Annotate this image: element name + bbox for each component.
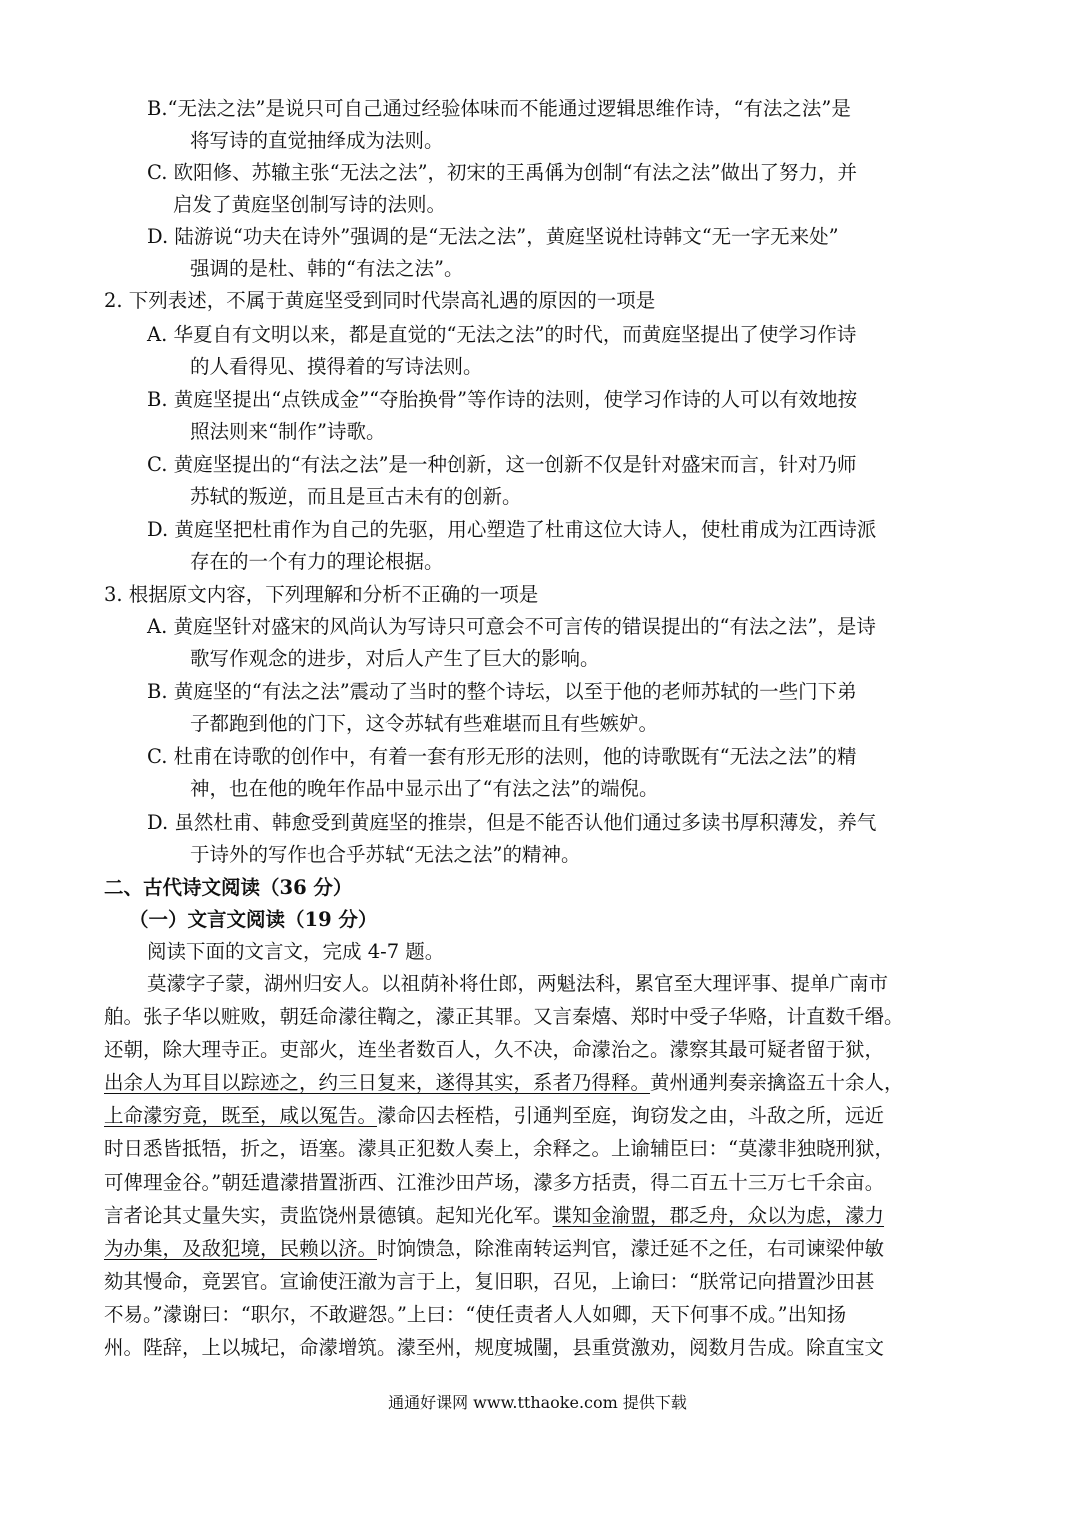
text-line: 存在的一个有力的理论根据。 [190, 550, 444, 573]
text-line: 启发了黄庭坚创制写诗的法则。 [173, 193, 447, 216]
text-line [0, 1199, 1075, 1232]
text-line: 于诗外的写作也合乎苏轼“无法之法”的精神。 [190, 843, 581, 866]
text-line: 神，也在他的晚年作品中显示出了“有法之法”的端倪。 [190, 777, 659, 800]
text-segment: 黄州通判奏亲擒盗五十余人， [650, 1071, 904, 1094]
text-line: C. 杜甫在诗歌的创作中，有着一套有形无形的法则，他的诗歌既有“无法之法”的精 [147, 745, 857, 768]
text-line: 时日悉皆抵牾，折之，语塞。濛具正犯数人奏上，余释之。上谕辅臣曰：“莫濛非独晓刑狱， [104, 1137, 894, 1160]
text-segment: 言者论其丈量失实，责监饶州景德镇。起知光化军。 [104, 1204, 553, 1227]
text-line: 照法则来“制作”诗歌。 [190, 420, 386, 443]
text-line: 3. 根据原文内容，下列理解和分析不正确的一项是 [104, 583, 539, 606]
text-line [0, 1232, 1075, 1265]
text-line [0, 1099, 1075, 1132]
text-line: 的人看得见、摸得着的写诗法则。 [190, 355, 483, 378]
text-line: 阅读下面的文言文，完成 4-7 题。 [147, 940, 445, 963]
section-heading: 二、古代诗文阅读（36 分） [104, 876, 353, 899]
text-line: 2. 下列表述，不属于黄庭坚受到同时代崇高礼遇的原因的一项是 [104, 289, 656, 312]
underlined-sentence: 出余人为耳目以踪迹之，约三日复来，遂得其实，系者乃得释。 [104, 1071, 651, 1094]
underlined-sentence: 为办集，及敌犯境，民赖以济。 [104, 1237, 378, 1260]
text-line: B. 黄庭坚提出“点铁成金”“夺胎换骨”等作诗的法则，使学习作诗的人可以有效地按 [147, 388, 858, 411]
section-heading: （一）文言文阅读（19 分） [129, 908, 378, 931]
text-line: D. 陆游说“功夫在诗外”强调的是“无法之法”，黄庭坚说杜诗韩文“无一字无来处” [147, 225, 839, 248]
text-line [0, 1066, 1075, 1099]
text-line: 州。陛辞，上以城圮，命濛增筑。濛至州，规度城闉，县重赏激劝，阅数月告成。除直宝文 [104, 1336, 885, 1359]
underlined-sentence: 谍知金渝盟，郡乏舟，众以为虑，濛力 [552, 1204, 885, 1227]
text-line: C. 欧阳修、苏辙主张“无法之法”，初宋的王禹偁为创制“有法之法”做出了努力，并 [147, 161, 857, 184]
text-line: 可俾理金谷。”朝廷遣濛措置浙西、江淮沙田芦场，濛多方括责，得二百五十三万七千余亩。 [104, 1171, 885, 1194]
text-line: 还朝，除大理寺正。吏部火，连坐者数百人，久不决，命濛治之。濛察其最可疑者留于狱， [104, 1038, 885, 1061]
text-line: 不易。”濛谢曰：“职尔，不敢避怨。”上曰：“使任责者人人如卿，天下何事不成。”出知扬 [104, 1303, 847, 1326]
text-line: A. 黄庭坚针对盛宋的风尚认为写诗只可意会不可言传的错误提出的“有法之法”，是诗 [147, 615, 876, 638]
text-line: B. 黄庭坚的“有法之法”震动了当时的整个诗坛，以至于他的老师苏轼的一些门下弟 [147, 680, 857, 703]
text-line: 歌写作观念的进步，对后人产生了巨大的影响。 [190, 647, 600, 670]
text-line: D. 黄庭坚把杜甫作为自己的先驱，用心塑造了杜甫这位大诗人，使杜甫成为江西诗派 [147, 518, 877, 541]
text-segment: 濛命囚去桎梏，引通判至庭，询窃发之由，斗敌之所，远近 [377, 1104, 885, 1127]
text-line: 强调的是杜、韩的“有法之法”。 [190, 257, 464, 280]
text-line: 莫濛字子蒙，湖州归安人。以祖荫补将仕郎，两魁法科，累官至大理评事、提单广南市 [147, 972, 889, 995]
text-line: 苏轼的叛逆，而且是亘古未有的创新。 [190, 485, 522, 508]
text-line: 将写诗的直觉抽绎成为法则。 [190, 129, 444, 152]
text-segment: 时饷馈急，除淮南转运判官，濛迁延不之任，右司谏梁仲敏 [377, 1237, 885, 1260]
text-line: A. 华夏自有文明以来，都是直觉的“无法之法”的时代，而黄庭坚提出了使学习作诗 [147, 323, 857, 346]
text-line: B.“无法之法”是说只可自己通过经验体味而不能通过逻辑思维作诗，“有法之法”是 [147, 97, 851, 120]
page-footer: 通通好课网 www.tthaoke.com 提供下载 [388, 1393, 687, 1412]
text-line: D. 虽然杜甫、韩愈受到黄庭坚的推崇，但是不能否认他们通过多读书厚积薄发，养气 [147, 811, 877, 834]
text-line: 劾其慢命，竟罢官。宣谕使汪澈为言于上，复旧职，召见，上谕曰：“朕常记向措置沙田甚 [104, 1270, 875, 1293]
underlined-sentence: 上命濛穷竟，既至，咸以冤告。 [104, 1104, 378, 1127]
text-line: C. 黄庭坚提出的“有法之法”是一种创新，这一创新不仅是针对盛宋而言，针对乃师 [147, 453, 857, 476]
text-line: 子都跑到他的门下，这令苏轼有些难堪而且有些嫉妒。 [190, 712, 659, 735]
text-line: 舶。张子华以赃败，朝廷命濛往鞫之，濛正其罪。又言秦熺、郑时中受子华赂，计直数千缗。 [104, 1005, 904, 1028]
